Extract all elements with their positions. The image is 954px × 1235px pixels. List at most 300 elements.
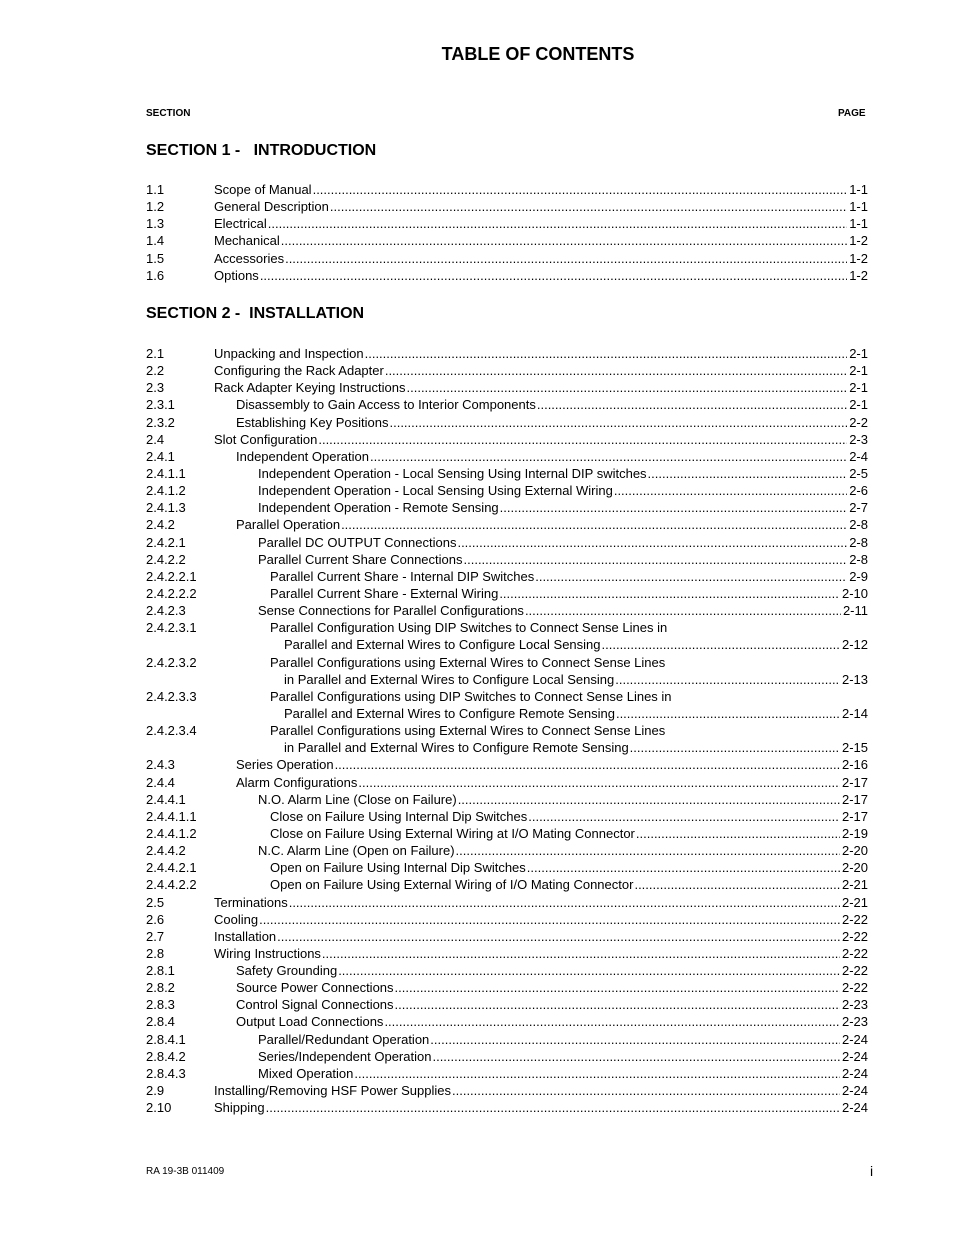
toc-entry xyxy=(146,774,868,791)
toc-entry-number: 2.4.1.3 xyxy=(146,500,186,516)
toc-entry-body xyxy=(236,448,868,465)
toc-entry xyxy=(146,431,868,448)
toc-entry-title: Options xyxy=(214,267,259,283)
toc-entry-number: 2.4.4.2.2 xyxy=(146,877,197,893)
toc-entry-title: Independent Operation - Local Sensing Using External Wiring xyxy=(258,483,613,499)
dot-leader xyxy=(457,534,847,551)
toc-entry-page: 2-8 xyxy=(849,517,868,533)
toc-entry-body xyxy=(214,232,868,249)
toc-entry-title: Shipping xyxy=(214,1100,265,1116)
toc-entry-body xyxy=(258,602,868,619)
toc-entry-page: 2-24 xyxy=(841,1083,868,1099)
toc-entry-body xyxy=(214,267,868,284)
toc-entry-number: 1.1 xyxy=(146,182,165,197)
toc-entry-title: Cooling xyxy=(214,911,259,927)
toc-entry-page: 2-24 xyxy=(841,1100,868,1116)
toc-entry-page: 2-1 xyxy=(849,380,868,396)
toc-entry-body xyxy=(214,894,868,911)
toc-entry-page: 2-10 xyxy=(841,585,868,601)
toc-entry-body xyxy=(236,962,868,979)
dot-leader xyxy=(385,362,847,379)
toc-entry-page: 2-11 xyxy=(842,603,868,619)
toc-entry-page: 2-20 xyxy=(841,860,868,876)
toc-entry-body xyxy=(284,739,868,756)
toc-entry xyxy=(146,894,868,911)
dot-leader xyxy=(458,791,840,808)
toc-entry-page: 2-21 xyxy=(841,894,868,910)
dot-leader xyxy=(330,198,847,215)
toc-entry-body xyxy=(258,1065,868,1082)
dot-leader xyxy=(395,996,840,1013)
toc-entry-title: Rack Adapter Keying Instructions xyxy=(214,380,406,396)
dot-leader xyxy=(365,345,848,362)
dot-leader xyxy=(528,808,840,825)
toc-entry xyxy=(146,945,868,962)
toc-entry-body xyxy=(270,876,868,893)
toc-entry xyxy=(146,739,868,756)
toc-entry-number: 2.4.2.3.2 xyxy=(146,654,197,670)
toc-entry xyxy=(146,482,868,499)
toc-entry-page: 1-2 xyxy=(849,250,868,266)
toc-entry-page: 2-17 xyxy=(841,791,868,807)
toc-entry-title: Installation xyxy=(214,928,277,944)
dot-leader xyxy=(537,396,847,413)
toc-entry xyxy=(146,842,868,859)
toc-entry-body xyxy=(214,250,868,267)
dot-leader xyxy=(313,181,848,198)
document-id: RA 19-3B 011409 xyxy=(146,1166,225,1177)
toc-entry-page: 2-2 xyxy=(849,414,868,430)
toc-entry xyxy=(146,911,868,928)
toc-entry xyxy=(146,267,868,284)
toc-entry-title: Series/Independent Operation xyxy=(258,1048,432,1064)
toc-entry-body xyxy=(214,1082,868,1099)
dot-leader xyxy=(335,756,840,773)
toc-entry-title: Parallel DC OUTPUT Connections xyxy=(258,534,457,550)
toc-entry-page: 2-9 xyxy=(849,568,868,584)
dot-leader xyxy=(268,215,847,232)
toc-entry xyxy=(146,859,868,876)
toc-entry-body xyxy=(214,928,868,945)
toc-entry xyxy=(146,499,868,516)
toc-entry-number: 2.4.2.3.1 xyxy=(146,620,197,636)
toc-entry xyxy=(146,636,868,653)
dot-leader xyxy=(341,516,847,533)
dot-leader xyxy=(634,876,840,893)
toc-entry-page: 2-17 xyxy=(841,808,868,824)
toc-entry-body xyxy=(236,979,868,996)
toc-entry-title: Slot Configuration xyxy=(214,431,318,447)
toc-entry-title: Independent Operation - Local Sensing Using Internal DIP switches xyxy=(258,465,647,481)
dot-leader xyxy=(614,482,847,499)
toc-entry-number: 2.4.2.3.4 xyxy=(146,723,197,739)
toc-entry-body xyxy=(236,1013,868,1030)
toc-entry xyxy=(146,722,868,739)
toc-entry-title: Parallel Current Share Connections xyxy=(258,551,463,567)
toc-entry-number: 2.4.1.1 xyxy=(146,465,186,481)
dot-leader xyxy=(456,842,840,859)
toc-entry xyxy=(146,876,868,893)
toc-entry xyxy=(146,250,868,267)
toc-entry xyxy=(146,215,868,232)
toc-entry-number: 2.1 xyxy=(146,346,165,361)
toc-entry-title: Electrical xyxy=(214,216,267,232)
dot-leader xyxy=(500,499,848,516)
section-2-heading: SECTION 2 - INSTALLATION xyxy=(146,305,365,322)
toc-entry xyxy=(146,756,868,773)
toc-entry-body xyxy=(258,1031,868,1048)
toc-entry-number: 2.4.2.2.1 xyxy=(146,568,197,584)
toc-entry-page: 2-21 xyxy=(841,877,868,893)
toc-entry-page: 2-22 xyxy=(841,980,868,996)
toc-entry-page: 2-7 xyxy=(849,500,868,516)
dot-leader xyxy=(636,825,840,842)
toc-entry-title: N.O. Alarm Line (Close on Failure) xyxy=(258,791,457,807)
dot-leader xyxy=(322,945,840,962)
toc-entry-title: Accessories xyxy=(214,250,285,266)
toc-entry-body xyxy=(284,671,868,688)
dot-leader xyxy=(615,671,840,688)
toc-entry xyxy=(146,414,868,431)
toc-entry-number: 2.10 xyxy=(146,1100,172,1116)
toc-entry-number: 2.4.4.1.2 xyxy=(146,825,197,841)
toc-entry-title: Output Load Connections xyxy=(236,1014,384,1030)
toc-entry-body xyxy=(270,654,868,671)
dot-leader xyxy=(395,979,840,996)
dot-leader xyxy=(432,1048,840,1065)
toc-entry-title: Establishing Key Positions xyxy=(236,414,389,430)
toc-entry-page: 2-1 xyxy=(849,397,868,413)
dot-leader xyxy=(602,636,840,653)
toc-entry xyxy=(146,962,868,979)
toc-entry-body xyxy=(270,859,868,876)
toc-entry-title: Parallel/Redundant Operation xyxy=(258,1031,430,1047)
toc-entry-body xyxy=(270,688,868,705)
toc-entry-body xyxy=(270,568,868,585)
toc-entry-title: Unpacking and Inspection xyxy=(214,346,364,361)
toc-entry-number: 1.6 xyxy=(146,267,165,283)
section-column-header: SECTION xyxy=(146,108,191,119)
page-column-header: PAGE xyxy=(838,108,866,119)
toc-entry-body xyxy=(214,1099,868,1116)
toc-entry xyxy=(146,379,868,396)
toc-entry-body xyxy=(214,362,868,379)
toc-entry-number: 2.4.2.1 xyxy=(146,534,186,550)
toc-entry-body xyxy=(258,499,868,516)
toc-entry-page: 2-8 xyxy=(849,551,868,567)
toc-entry-number: 2.4.4.2 xyxy=(146,843,186,859)
toc-entry-body xyxy=(214,181,868,198)
toc-entry-body xyxy=(214,379,868,396)
toc-entry-title: Independent Operation xyxy=(236,448,369,464)
toc-entry-title: General Description xyxy=(214,199,329,215)
toc-entry-number: 2.4.4 xyxy=(146,774,175,790)
toc-entry-number: 2.8.1 xyxy=(146,963,175,979)
toc-entry-title: Mechanical xyxy=(214,233,280,249)
toc-entry xyxy=(146,979,868,996)
toc-entry-page: 2-1 xyxy=(849,363,868,379)
toc-entry-number: 2.4.2.3 xyxy=(146,603,186,619)
toc-entry-number: 2.4.3 xyxy=(146,757,175,773)
toc-entry xyxy=(146,1031,868,1048)
toc-entry-page: 2-4 xyxy=(849,448,868,464)
dot-leader xyxy=(525,602,841,619)
toc-entry-number: 2.6 xyxy=(146,911,165,927)
toc-entry-title: in Parallel and External Wires to Configure Local Sensing xyxy=(284,671,615,687)
toc-entry-body xyxy=(270,825,868,842)
toc-entry-body xyxy=(236,774,868,791)
toc-entry-title: Control Signal Connections xyxy=(236,997,394,1013)
toc-entry xyxy=(146,1065,868,1082)
toc-entry-number: 2.8.4.3 xyxy=(146,1065,186,1081)
toc-entry xyxy=(146,996,868,1013)
toc-entry-body xyxy=(258,842,868,859)
toc-entry-page: 2-8 xyxy=(849,534,868,550)
toc-entry-title: Parallel and External Wires to Configure Remote Sensing xyxy=(284,705,615,721)
toc-entry xyxy=(146,1048,868,1065)
toc-entry-page: 2-6 xyxy=(849,483,868,499)
toc-entry xyxy=(146,516,868,533)
toc-entry-page: 2-22 xyxy=(841,945,868,961)
toc-entry-title: Parallel Configurations using External Wires to Connect Sense Lines xyxy=(270,723,666,739)
toc-entry xyxy=(146,396,868,413)
toc-entry-page: 1-2 xyxy=(849,267,868,283)
toc-entry-body xyxy=(236,516,868,533)
dot-leader xyxy=(648,465,848,482)
toc-entry-title: Disassembly to Gain Access to Interior Components xyxy=(236,397,536,413)
toc-entry-body xyxy=(258,551,868,568)
toc-entry-title: N.C. Alarm Line (Open on Failure) xyxy=(258,843,455,859)
dot-leader xyxy=(630,739,840,756)
toc-entry-number: 2.3 xyxy=(146,380,165,396)
toc-entry-title: Parallel and External Wires to Configure Local Sensing xyxy=(284,637,601,653)
toc-entry-number: 2.4.2.2.2 xyxy=(146,585,197,601)
toc-entry-title: Parallel Configurations using External Wires to Connect Sense Lines xyxy=(270,654,666,670)
toc-entry-number: 2.7 xyxy=(146,928,165,944)
toc-entry xyxy=(146,1013,868,1030)
toc-entry xyxy=(146,654,868,671)
toc-entry xyxy=(146,568,868,585)
toc-entry xyxy=(146,602,868,619)
toc-entry-body xyxy=(258,482,868,499)
dot-leader xyxy=(260,267,847,284)
toc-entry-page: 2-3 xyxy=(849,431,868,447)
toc-entry-title: Alarm Configurations xyxy=(236,774,358,790)
toc-entry-body xyxy=(284,636,868,653)
toc-entry-body xyxy=(270,619,868,636)
dot-leader xyxy=(527,859,840,876)
toc-entry-page: 1-1 xyxy=(849,216,868,232)
toc-entry xyxy=(146,551,868,568)
toc-entry-number: 2.8.4 xyxy=(146,1014,175,1030)
toc-entry-body xyxy=(236,414,868,431)
toc-entry-number: 2.4.2 xyxy=(146,517,175,533)
toc-entry xyxy=(146,671,868,688)
toc-entry-title: Close on Failure Using External Wiring at I/O Mating Connector xyxy=(270,825,635,841)
toc-entry-title: Parallel Operation xyxy=(236,517,341,533)
toc-entry-page: 2-17 xyxy=(841,774,868,790)
toc-entry-title: Installing/Removing HSF Power Supplies xyxy=(214,1083,451,1099)
dot-leader xyxy=(384,1013,840,1030)
toc-entry-page: 2-20 xyxy=(841,843,868,859)
toc-entry-body xyxy=(214,345,868,362)
toc-entry-number: 2.8.4.1 xyxy=(146,1031,186,1047)
page-number: i xyxy=(870,1163,874,1179)
toc-entry xyxy=(146,362,868,379)
toc-entry-page: 2-24 xyxy=(841,1048,868,1064)
dot-leader xyxy=(535,568,847,585)
toc-entry-number: 2.4.1.2 xyxy=(146,483,186,499)
toc-entry-title: Open on Failure Using External Wiring of I/O Mating Connector xyxy=(270,877,634,893)
toc-entry-number: 2.4.4.1.1 xyxy=(146,808,197,824)
dot-leader xyxy=(616,705,840,722)
toc-entry-body xyxy=(214,198,868,215)
dot-leader xyxy=(358,774,840,791)
toc-entry-page: 2-24 xyxy=(841,1031,868,1047)
toc-entry xyxy=(146,448,868,465)
toc-entry-number: 2.8.2 xyxy=(146,980,175,996)
toc-entry-page: 2-24 xyxy=(841,1065,868,1081)
toc-entry-number: 2.4 xyxy=(146,431,165,447)
dot-leader xyxy=(289,894,840,911)
toc-entry xyxy=(146,808,868,825)
toc-entry-title: in Parallel and External Wires to Configure Remote Sensing xyxy=(284,740,629,756)
toc-entry-body xyxy=(214,431,868,448)
dot-leader xyxy=(285,250,847,267)
toc-entry-number: 2.4.2.2 xyxy=(146,551,186,567)
toc-entry-body xyxy=(284,705,868,722)
toc-entry-page: 2-13 xyxy=(841,671,868,687)
toc-entry-title: Parallel Current Share - Internal DIP Switches xyxy=(270,568,535,584)
dot-leader xyxy=(338,962,840,979)
toc-entry-title: Close on Failure Using Internal Dip Switches xyxy=(270,808,528,824)
toc-entry-number: 2.5 xyxy=(146,894,165,910)
section-1-heading: SECTION 1 - INTRODUCTION xyxy=(146,142,377,159)
toc-entry xyxy=(146,619,868,636)
toc-entry-title: Mixed Operation xyxy=(258,1065,354,1081)
toc-entry-page: 1-1 xyxy=(849,182,868,197)
toc-entry xyxy=(146,181,868,198)
toc-entry-body xyxy=(236,996,868,1013)
dot-leader xyxy=(259,911,840,928)
toc-entry-number: 2.4.1 xyxy=(146,448,175,464)
toc-entry xyxy=(146,534,868,551)
dot-leader xyxy=(464,551,848,568)
toc-entry xyxy=(146,345,868,362)
toc-entry-body xyxy=(236,756,868,773)
toc-entry-body xyxy=(270,585,868,602)
page-title: TABLE OF CONTENTS xyxy=(441,44,635,64)
dot-leader xyxy=(318,431,847,448)
toc-entry-title: Scope of Manual xyxy=(214,182,312,197)
toc-entry-title: Configuring the Rack Adapter xyxy=(214,363,384,379)
toc-entry-number: 1.2 xyxy=(146,199,165,215)
toc-entry xyxy=(146,198,868,215)
toc-entry-number: 2.3.2 xyxy=(146,414,175,430)
toc-entry-body xyxy=(258,465,868,482)
toc-entry-page: 2-23 xyxy=(841,1014,868,1030)
toc-entry-title: Parallel Current Share - External Wiring xyxy=(270,585,499,601)
toc-entry-body xyxy=(214,215,868,232)
dot-leader xyxy=(499,585,840,602)
toc-entry-page: 1-2 xyxy=(849,233,868,249)
dot-leader xyxy=(370,448,847,465)
dot-leader xyxy=(407,379,848,396)
toc-entry xyxy=(146,928,868,945)
toc-entry-title: Terminations xyxy=(214,894,288,910)
toc-entry xyxy=(146,825,868,842)
toc-entry-body xyxy=(258,1048,868,1065)
toc-entry-number: 2.4.2.3.3 xyxy=(146,688,197,704)
toc-entry-page: 2-19 xyxy=(841,825,868,841)
toc-entry-body xyxy=(270,808,868,825)
toc-entry-title: Independent Operation - Remote Sensing xyxy=(258,500,499,516)
dot-leader xyxy=(452,1082,840,1099)
toc-entry-number: 2.8.4.2 xyxy=(146,1048,186,1064)
section-2-toc-list xyxy=(146,345,868,1116)
dot-leader xyxy=(266,1099,840,1116)
toc-entry-body xyxy=(258,791,868,808)
toc-entry-page: 2-22 xyxy=(841,911,868,927)
toc-entry-number: 2.9 xyxy=(146,1083,165,1099)
toc-entry-number: 1.4 xyxy=(146,233,165,249)
toc-entry xyxy=(146,705,868,722)
toc-entry xyxy=(146,688,868,705)
toc-entry-number: 2.8 xyxy=(146,945,165,961)
toc-entry xyxy=(146,791,868,808)
toc-entry-number: 2.4.4.1 xyxy=(146,791,186,807)
dot-leader xyxy=(430,1031,840,1048)
toc-entry-page: 2-23 xyxy=(841,997,868,1013)
dot-leader xyxy=(354,1065,840,1082)
toc-entry-page: 2-1 xyxy=(849,346,868,361)
toc-entry-title: Open on Failure Using Internal Dip Switches xyxy=(270,860,526,876)
toc-entry-page: 2-5 xyxy=(849,465,868,481)
toc-entry-body xyxy=(214,911,868,928)
toc-entry xyxy=(146,1082,868,1099)
toc-entry-body xyxy=(214,945,868,962)
toc-entry-title: Parallel Configuration Using DIP Switches to Connect Sense Lines in xyxy=(270,620,668,636)
toc-entry-body xyxy=(236,396,868,413)
toc-entry-page: 2-12 xyxy=(841,637,868,653)
toc-entry-title: Source Power Connections xyxy=(236,980,394,996)
toc-entry-page: 2-14 xyxy=(841,705,868,721)
toc-entry xyxy=(146,465,868,482)
toc-entry-page: 1-1 xyxy=(849,199,868,215)
toc-entry-number: 2.4.4.2.1 xyxy=(146,860,197,876)
dot-leader xyxy=(281,232,847,249)
toc-entry-body xyxy=(258,534,868,551)
toc-entry xyxy=(146,585,868,602)
toc-entry-number: 1.5 xyxy=(146,250,165,266)
section-1-toc-list xyxy=(146,181,868,284)
toc-entry-title: Series Operation xyxy=(236,757,334,773)
toc-entry-page: 2-16 xyxy=(841,757,868,773)
toc-entry-page: 2-22 xyxy=(841,963,868,979)
toc-entry xyxy=(146,1099,868,1116)
toc-entry-number: 2.2 xyxy=(146,363,165,379)
toc-entry-title: Parallel Configurations using DIP Switches to Connect Sense Lines in xyxy=(270,688,672,704)
dot-leader xyxy=(389,414,847,431)
toc-entry-number: 2.8.3 xyxy=(146,997,175,1013)
toc-entry xyxy=(146,232,868,249)
toc-entry-title: Wiring Instructions xyxy=(214,945,321,961)
toc-entry-body xyxy=(270,722,868,739)
toc-entry-title: Safety Grounding xyxy=(236,963,338,979)
dot-leader xyxy=(277,928,840,945)
toc-entry-page: 2-15 xyxy=(841,740,868,756)
toc-entry-number: 1.3 xyxy=(146,216,165,232)
